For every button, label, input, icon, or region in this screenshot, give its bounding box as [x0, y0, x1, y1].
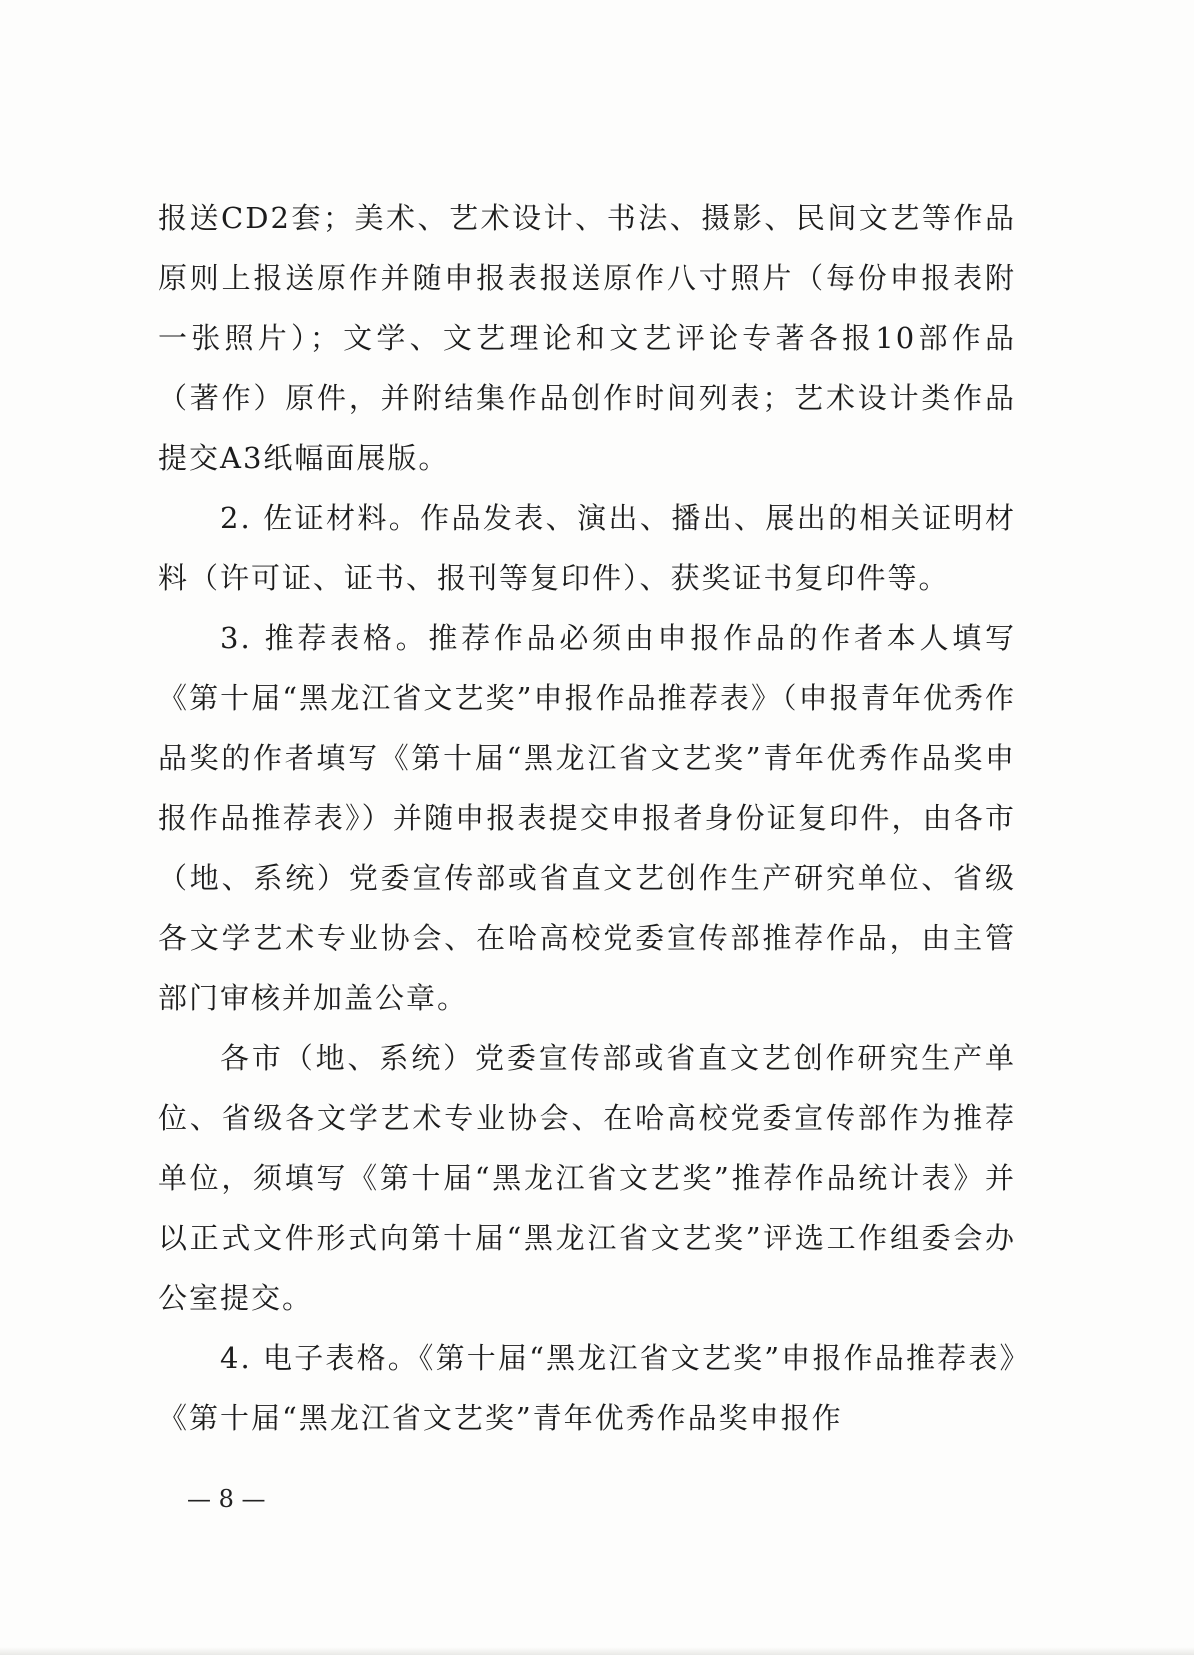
document-body: [158, 188, 1016, 1448]
paragraph-4: 各市（地、系统）党委宣传部或省直文艺创作研究生产单位、省级各文学艺术专业协会、在哈高校党委宣传部作为推荐单位，须填写《第十届“黑龙江省文艺奖”推荐作品统计表》并以正式文件形式向第十届“黑龙江省文艺奖”评选工作组委会办公室提交。: [158, 1041, 1016, 1315]
paragraph-2: 2. 佐证材料。作品发表、演出、播出、展出的相关证明材料（许可证、证书、报刊等复印件）、获奖证书复印件等。: [158, 501, 1016, 595]
paragraph-5: 4. 电子表格。《第十届“黑龙江省文艺奖”申报作品推荐表》《第十届“黑龙江省文艺奖”青年优秀作品奖申报作: [158, 1341, 1016, 1435]
paragraph-1: 报送CD2套；美术、艺术设计、书法、摄影、民间文艺等作品原则上报送原作并随申报表报送原作八寸照片（每份申报表附一张照片）；文学、文艺理论和文艺评论专著各报10部作品（著作）原件，并附结集作品创作时间列表；艺术设计类作品提交A3纸幅面展版。: [158, 201, 1016, 475]
scan-edge: [0, 1647, 1194, 1655]
page-number: — 8 —: [187, 1485, 266, 1513]
paragraph-3: 3. 推荐表格。推荐作品必须由申报作品的作者本人填写《第十届“黑龙江省文艺奖”申报作品推荐表》（申报青年优秀作品奖的作者填写《第十届“黑龙江省文艺奖”青年优秀作品奖申报作品推荐表》）并随申报表提交申报者身份证复印件，由各市（地、系统）党委宣传部或省直文艺创作生产研究单位、省级各文学艺术专业协会、在哈高校党委宣传部推荐作品，由主管部门审核并加盖公章。: [158, 621, 1016, 1015]
